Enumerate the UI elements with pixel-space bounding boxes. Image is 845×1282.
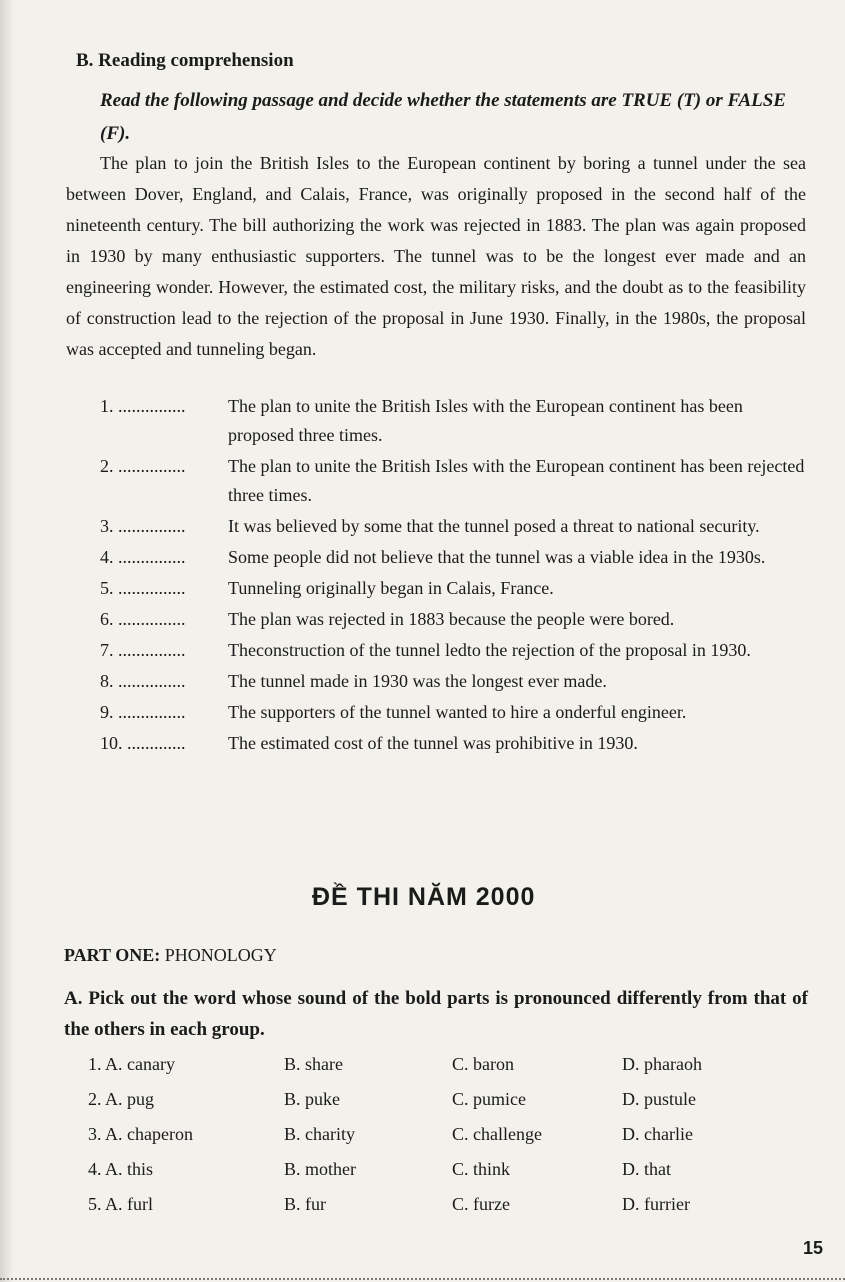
choice-c: C. challenge (452, 1124, 542, 1144)
statement-text: It was believed by some that the tunnel posed a threat to national security. (228, 516, 760, 536)
choice-a: 4. A. this (88, 1159, 154, 1179)
question-row (88, 1082, 788, 1117)
choice-d: D. that (622, 1159, 671, 1179)
statement-list (100, 392, 810, 758)
statement-number: 8. ............... (100, 671, 186, 691)
section-b-title: B. Reading comprehension (76, 50, 294, 71)
choice-b: B. puke (284, 1089, 340, 1109)
page-binding-edge (0, 0, 14, 1282)
statement-item (100, 605, 810, 634)
statement-text: Some people did not believe that the tunnel was a viable idea in the 1930s. (228, 547, 766, 567)
statement-number: 5. ............... (100, 578, 186, 598)
page-bottom-border (0, 1275, 845, 1280)
choice-d: D. furrier (622, 1194, 690, 1214)
statement-item (100, 729, 810, 758)
question-row (88, 1152, 788, 1187)
statement-item (100, 392, 810, 450)
part-one-name: PHONOLOGY (164, 945, 277, 965)
choice-a: 2. A. pug (88, 1089, 155, 1109)
phonology-choices (88, 1047, 788, 1222)
statement-item (100, 574, 810, 603)
statement-item (100, 452, 810, 510)
statement-text: The estimated cost of the tunnel was prohibitive in 1930. (228, 733, 638, 753)
statement-number: 6. ............... (100, 609, 186, 629)
question-row (88, 1117, 788, 1152)
statement-number: 2. ............... (100, 456, 186, 476)
exam-title: ĐỀ THI NĂM 2000 (312, 883, 536, 911)
part-one-label: PART ONE: (64, 945, 161, 965)
statement-number: 10. ............. (100, 733, 186, 753)
statement-item (100, 698, 810, 727)
statement-text: The plan to unite the British Isles with the European continent has been proposed three times. (228, 396, 743, 445)
choice-c: C. pumice (452, 1089, 526, 1109)
statement-item (100, 543, 810, 572)
statement-text: Theconstruction of the tunnel ledto the rejection of the proposal in 1930. (228, 640, 751, 660)
statement-item (100, 636, 810, 665)
choice-d: D. pustule (622, 1089, 696, 1109)
choice-b: B. charity (284, 1124, 355, 1144)
choice-a: 1. A. canary (88, 1054, 175, 1074)
section-a-instruction: A. Pick out the word whose sound of the bold parts is pronounced differently from that of the others in each group. (64, 988, 808, 1040)
choice-a: 3. A. chaperon (88, 1124, 193, 1144)
statement-item (100, 512, 810, 541)
choice-a: 5. A. furl (88, 1194, 153, 1214)
statement-number: 3. ............... (100, 516, 186, 536)
page-number: 15 (802, 1238, 823, 1258)
section-b-instruction: Read the following passage and decide whether the statements are TRUE (T) or FALSE (F). (100, 90, 786, 144)
statement-number: 1. ............... (100, 396, 186, 416)
statement-number: 9. ............... (100, 702, 186, 722)
statement-text: The tunnel made in 1930 was the longest ever made. (228, 671, 607, 691)
choice-c: C. furze (452, 1194, 510, 1214)
question-row (88, 1187, 788, 1222)
reading-passage: The plan to join the British Isles to the European continent by boring a tunnel under the sea between Dover, England, and Calais, France, was originally proposed in the second half of the nineteenth century. The bill authorizing the work was rejected in 1883. The plan was again proposed in 1930 by many enthusiastic supporters. The tunnel was to be the longest ever made and an engineering wonder. However, the estimated cost, the military risks, and the doubt as to the feasibility of construction lead to the rejection of the proposal in June 1930. Finally, in the 1980s, the proposal was accepted and tunneling began. (66, 153, 806, 359)
question-row (88, 1047, 788, 1082)
statement-number: 7. ............... (100, 640, 186, 660)
choice-d: D. charlie (622, 1124, 693, 1144)
choice-b: B. share (284, 1054, 343, 1074)
statement-text: The plan to unite the British Isles with the European continent has been rejected three times. (228, 456, 805, 505)
part-one-heading (64, 945, 277, 966)
choice-b: B. mother (284, 1159, 356, 1179)
choice-d: D. pharaoh (622, 1054, 702, 1074)
statement-text: The supporters of the tunnel wanted to hire a onderful engineer. (228, 702, 687, 722)
statement-number: 4. ............... (100, 547, 186, 567)
statement-item (100, 667, 810, 696)
statement-text: Tunneling originally began in Calais, France. (228, 578, 554, 598)
choice-b: B. fur (284, 1194, 326, 1214)
choice-c: C. think (452, 1159, 511, 1179)
statement-text: The plan was rejected in 1883 because the people were bored. (228, 609, 675, 629)
choice-c: C. baron (452, 1054, 514, 1074)
